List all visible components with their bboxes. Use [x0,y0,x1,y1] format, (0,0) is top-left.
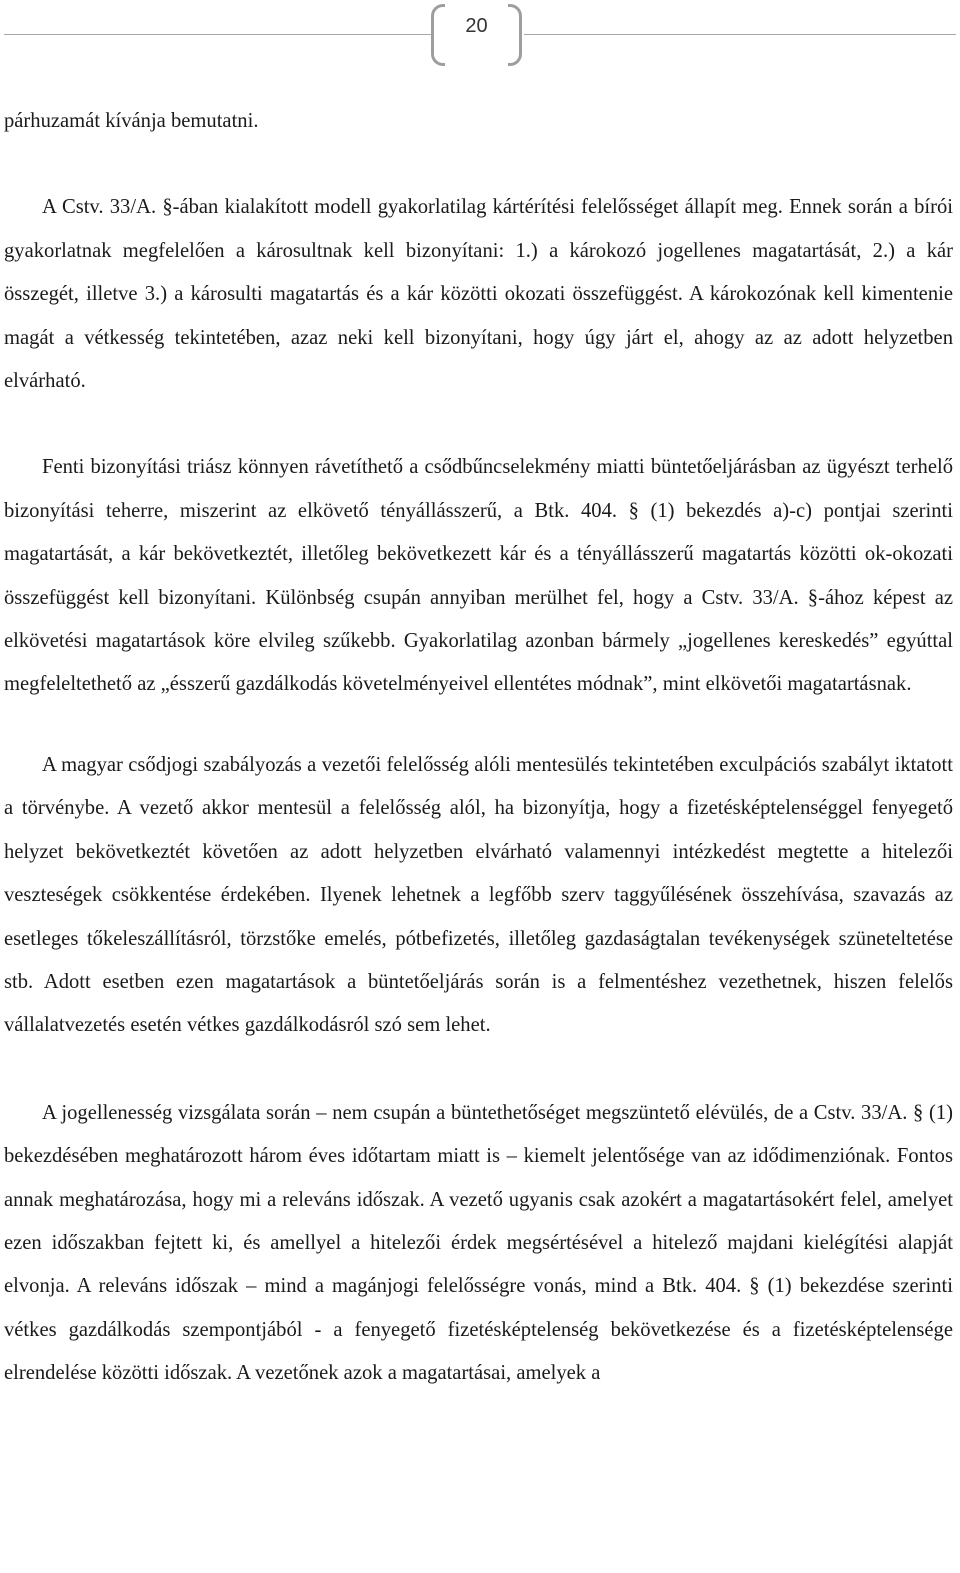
paragraph-continuation: párhuzamát kívánja bemutatni. [4,110,259,132]
paragraph-cstv-model: A Cstv. 33/A. §-ában kialakított modell gyakorlatilag kártérítési felelősséget állapít meg. Ennek során a bírói gyakorlatnak megfelelően a károsultnak kell bizonyítani: 1.) a károkozó jogellenes magatartását, 2.) a kár összegét, illetve 3.) a károsulti magatartás és a kár közötti okozati összefüggést. A károkozónak kell kimentenie magát a vétkesség tekintetében, azaz neki kell bizonyítani, hogy úgy járt el, ahogy az az adott helyzetben elvárható. [4,196,953,393]
page-number: 20 [465,15,488,37]
page-number-bracket-right [508,4,522,66]
page-header [0,0,960,70]
document-body [4,100,953,1396]
paragraph-time-dimension: A jogellenesség vizsgálata során – nem csupán a büntethetőséget megszüntető elévülés, de a Cstv. 33/A. § (1) bekezdésében meghatározott három éves időtartam miatt is – kiemelt jelentősége van az idődimenziónak. Fontos annak meghatározása, hogy mi a releváns időszak. A vezető ugyanis csak azokért a magatartásokért felel, amelyet ezen időszakban fejtett ki, és amellyel a hitelezői érdek megsértésével a hitelező majdani kielégítési alapját elvonja. A releváns időszak – mind a magánjogi felelősségre vonás, mind a Btk. 404. § (1) bekezdése szerinti vétkes gazdálkodás szempontjából - a fenyegető fizetésképtelenség bekövetkezése és a fizetésképtelensége elrendelése közötti időszak. A vezetőnek azok a magatartásai, amelyek a [4,1101,953,1385]
page-number-bracket-left [431,4,445,66]
paragraph-exculpation: A magyar csődjogi szabályozás a vezetői felelősség alóli mentesülés tekintetében exculpációs szabályt iktatott a törvénybe. A vezető akkor mentesül a felelősség alól, ha bizonyítja, hogy a fizetésképtelenséggel fenyegető helyzet bekövetkeztét követően az adott helyzetben elvárható valamennyi intézkedést megtette a hitelezői veszteségek csökkentése érdekében. Ilyenek lehetnek a legfőbb szerv taggyűlésének összehívása, szavazás az esetleges tőkeleszállításról, törzstőke emelés, pótbefizetés, illetőleg gazdaságtalan tevékenységek szüneteltetése stb. Adott esetben ezen magatartások a büntetőeljárás során is a felmentéshez vezethetnek, hiszen felelős vállalatvezetés esetén vétkes gazdálkodásról szó sem lehet. [4,753,953,1037]
paragraph-burden-of-proof: Fenti bizonyítási triász könnyen rávetíthető a csődbűncselekmény miatti büntetőeljárásban az ügyészt terhelő bizonyítási teherre, miszerint az elkövető tényállásszerű, a Btk. 404. § (1) bekezdés a)-c) pontjai szerinti magatartását, a kár bekövetkeztét, illetőleg bekövetkezett kár és a tényállásszerű magatartás közötti ok-okozati összefüggést kell bizonyítani. Különbség csupán annyiban merülhet fel, hogy a Cstv. 33/A. §-ához képest az elkövetési magatartások köre elvileg szűkebb. Gyakorlatilag azonban bármely „jogellenes kereskedés” egyúttal megfeleltethető az „ésszerű gazdálkodás követelményeivel ellentétes módnak”, mint elkövetői magatartásnak. [4,456,953,696]
header-rule-right [524,34,956,35]
header-rule-left [4,34,432,35]
